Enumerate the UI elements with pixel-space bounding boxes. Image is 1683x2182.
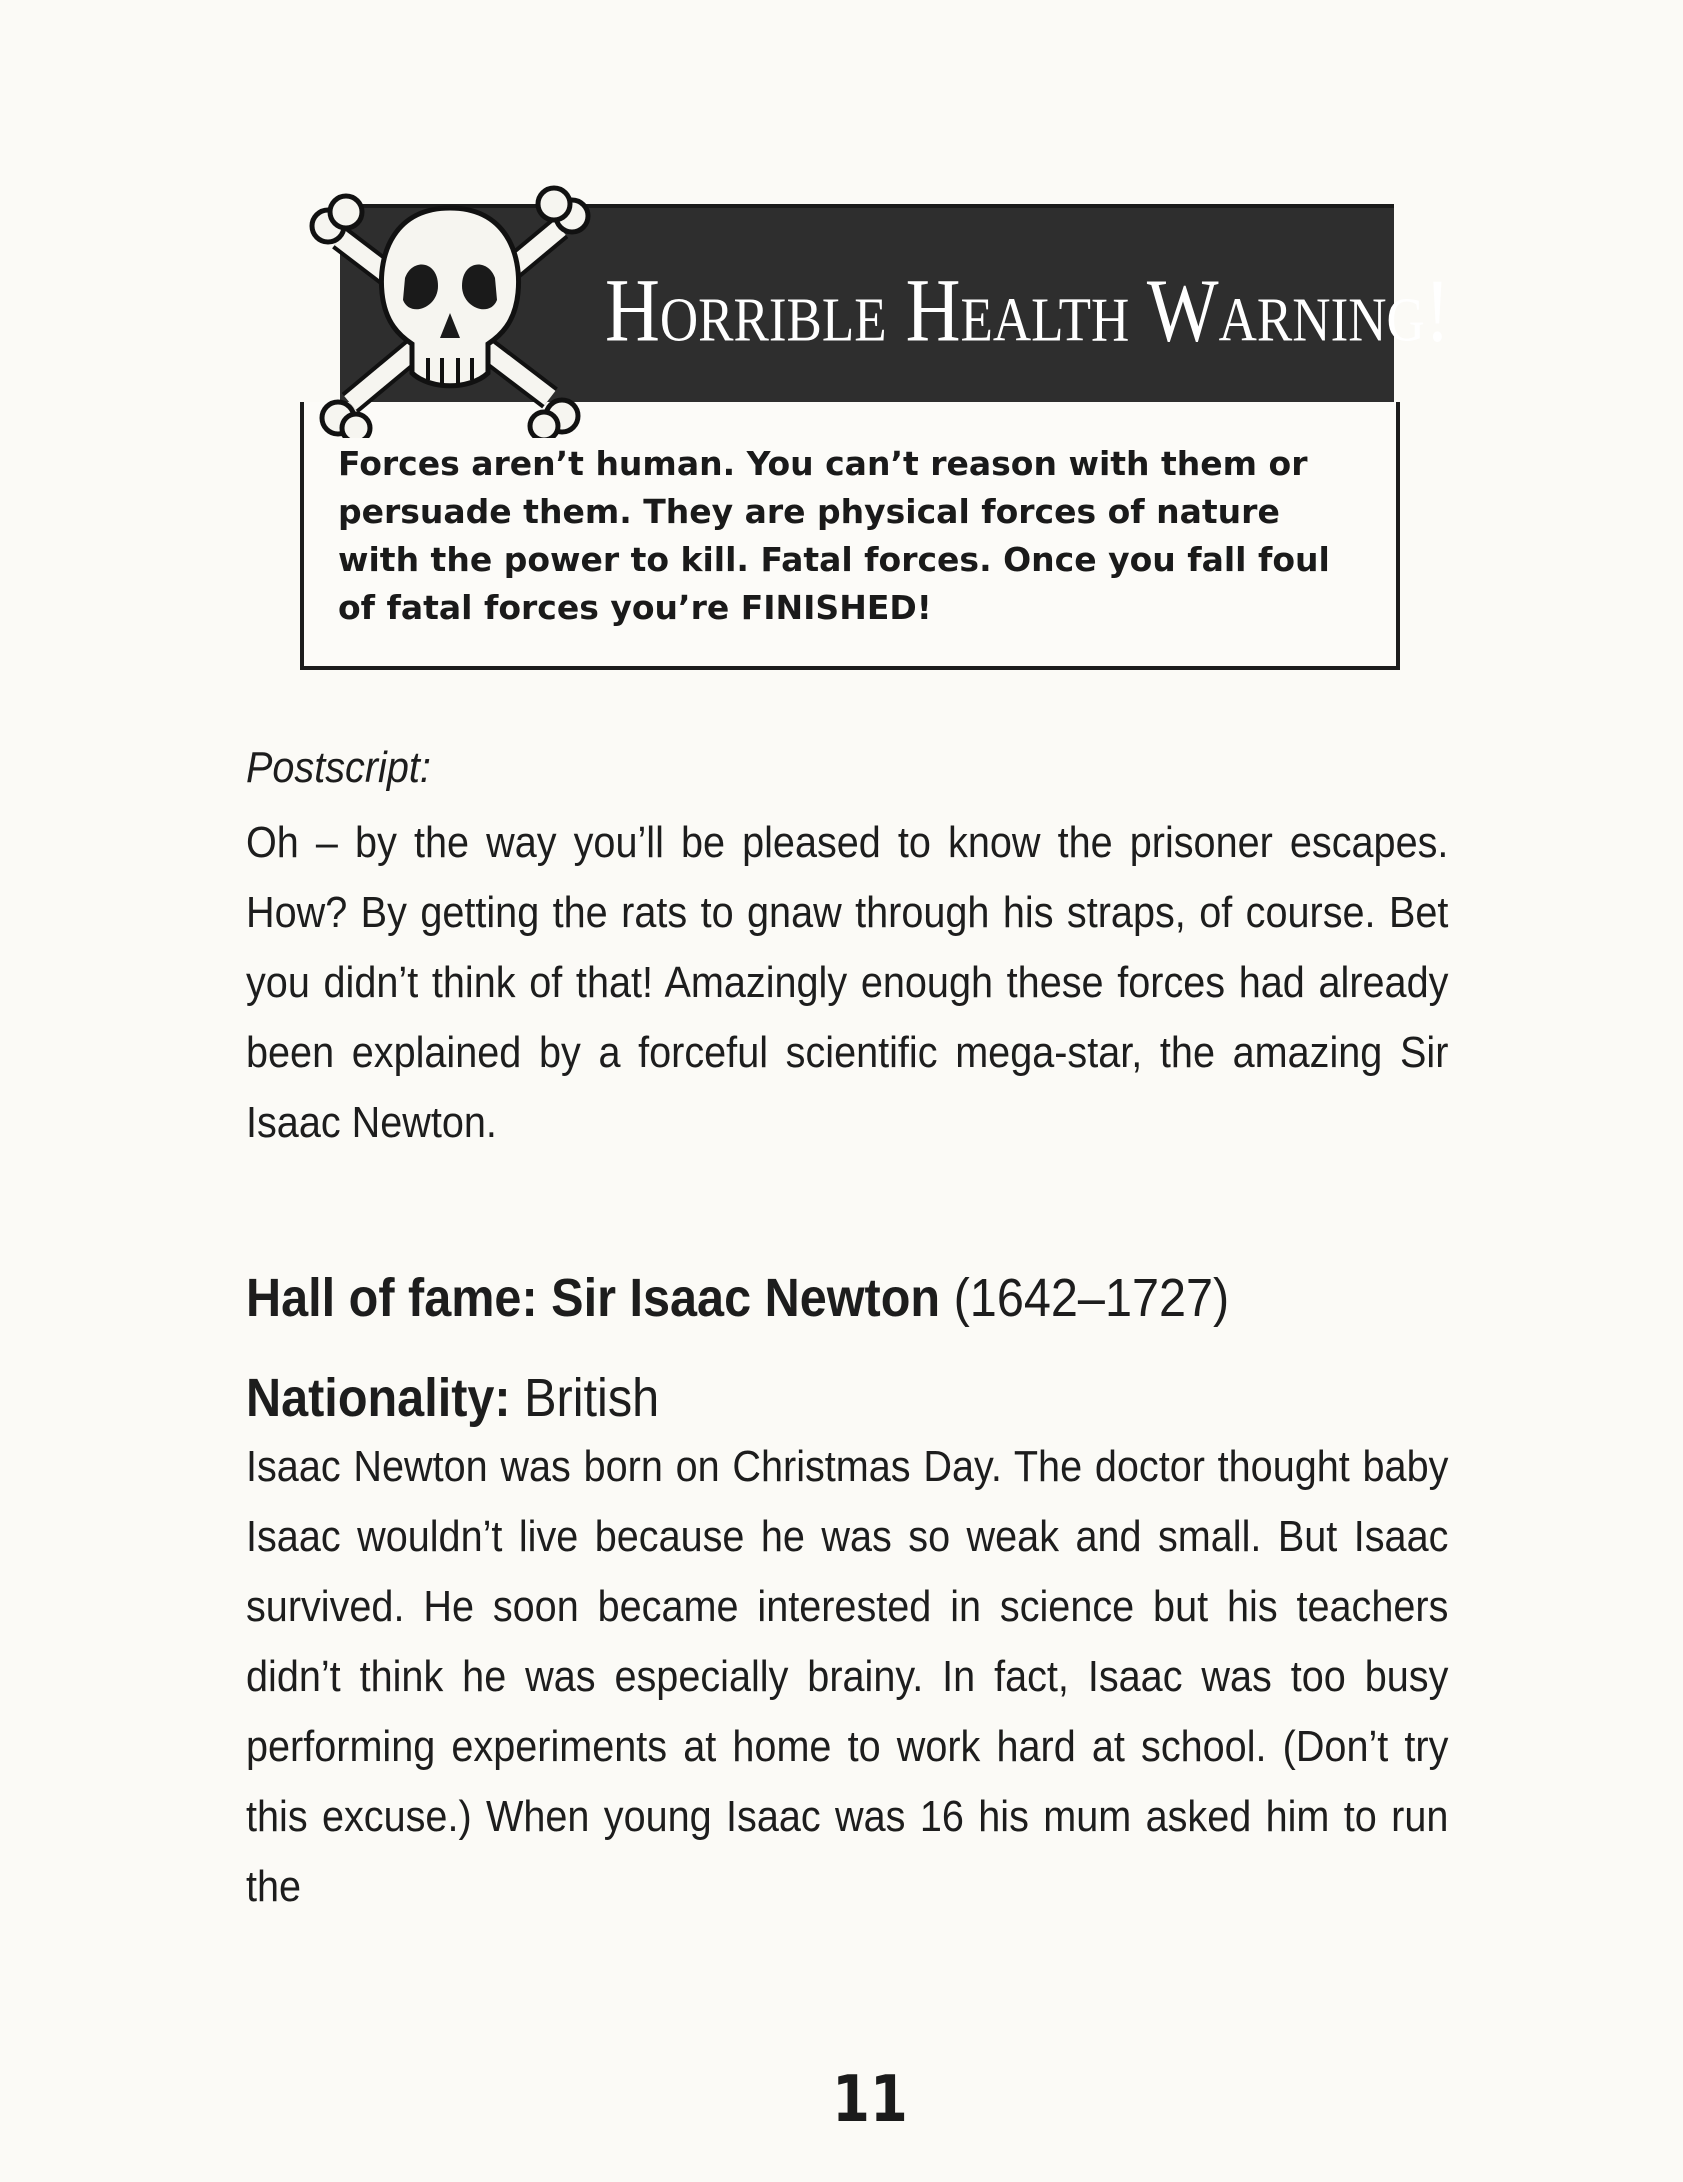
nationality-value: British bbox=[524, 1368, 660, 1428]
warning-text: Forces aren’t human. You can’t reason with them or persuade them. They are physical forces of nature with the power to kill. Fatal forces. Once you fall foul of fatal forces you’re FINISHED! bbox=[338, 444, 1330, 627]
page-number: 11 bbox=[832, 2063, 908, 2137]
newton-paragraph: Isaac Newton was born on Christmas Day. The doctor thought baby Isaac wouldn’t live because he was so weak and small. But Isaac survived. He soon became interested in science but his teachers didn’t think he was especially brainy. In fact, Isaac was too busy performing experiments at home to work hard at school. (Don’t try this excuse.) When young Isaac was 16 his mum asked him to run the bbox=[246, 1442, 1449, 1911]
nationality-label: Nationality: bbox=[246, 1368, 511, 1428]
health-warning-box bbox=[300, 168, 1451, 678]
postscript-label: Postscript: bbox=[246, 743, 431, 792]
hall-of-fame-heading bbox=[246, 1248, 1448, 1448]
warning-title: Horrible Health Warning! bbox=[605, 261, 1451, 361]
postscript-paragraph: Oh – by the way you’ll be pleased to know the prisoner escapes. How? By getting the rats to gnaw through his straps, of course. Bet you didn’t think of that! Amazingly enough these forces had already been explained by a forceful scientific mega-star, the amazing Sir Isaac Newton. bbox=[246, 818, 1449, 1147]
skull-crossbones-icon bbox=[300, 168, 600, 438]
hall-of-fame-title: Hall of fame: Sir Isaac Newton bbox=[246, 1268, 941, 1328]
newton-dates: (1642–1727) bbox=[953, 1268, 1230, 1328]
